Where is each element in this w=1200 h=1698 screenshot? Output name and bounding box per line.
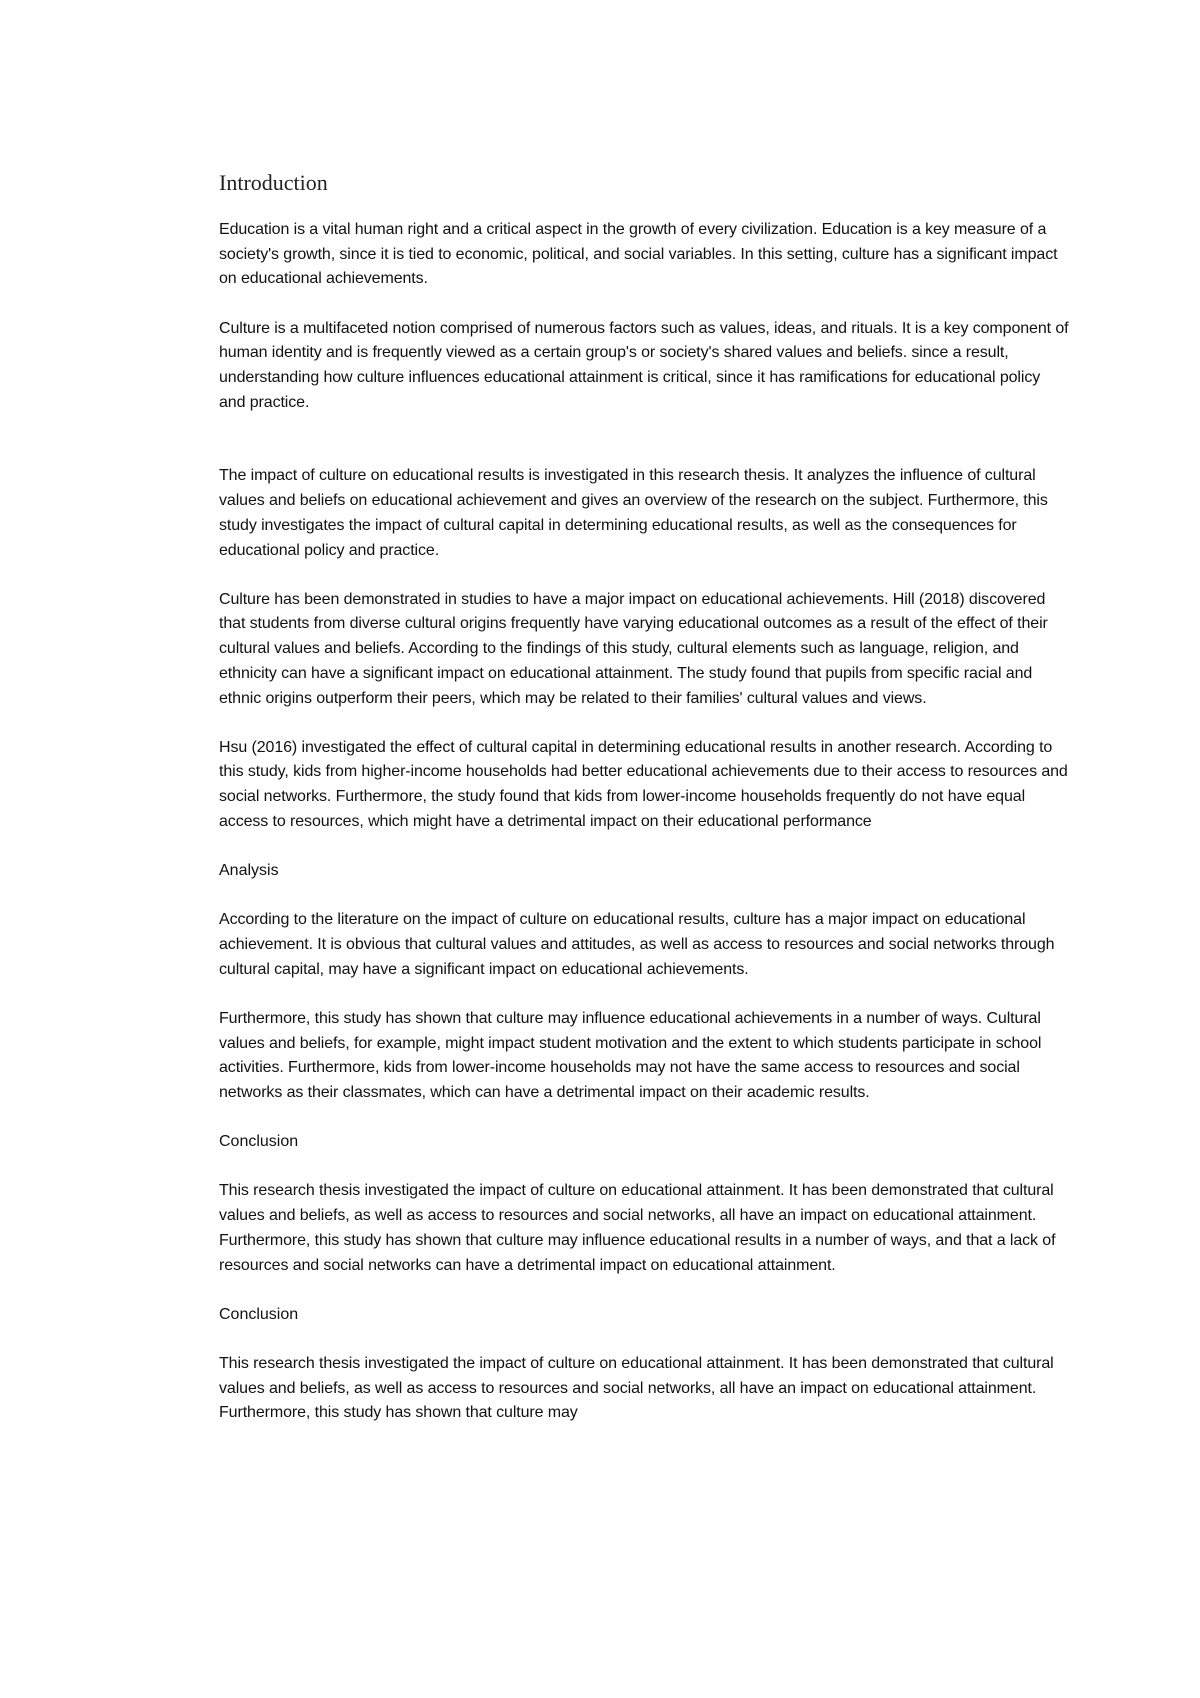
analysis-heading: Analysis [219,862,279,880]
conclusion-heading-2: Conclusion [219,1305,299,1323]
document-body [219,168,1069,1451]
page-title: Introduction [219,170,328,195]
intro-paragraph-1: Education is a vital human right and a critical aspect in the growth of every civilization. Education is a key measure of a society's growth, since it is tied to economic, political, and social variables. In this setting, culture has a significant impact on educational achievements. [219,221,1058,288]
intro-paragraph-3: The impact of culture on educational results is investigated in this research thesis. It analyzes the influence of cultural values and beliefs on educational achievement and gives an overview of the research on the subject. Furthermore, this study investigates the impact of cultural capital in determining educational results, as well as the consequences for educational policy and practice. [219,467,1048,559]
conclusion-paragraph-2: This research thesis investigated the impact of culture on educational attainment. It has been demonstrated that cultural values and beliefs, as well as access to resources and social networks, all have an impact on educational attainment. Furthermore, this study has shown that culture may [219,1354,1054,1422]
analysis-paragraph-1: According to the literature on the impact of culture on educational results, culture has a major impact on educational achievement. It is obvious that cultural values and attitudes, as well as access to resources and social networks through cultural capital, may have a significant impact on educational achievements. [219,911,1055,978]
conclusion-paragraph-1: This research thesis investigated the impact of culture on educational attainment. It has been demonstrated that cultural values and beliefs, as well as access to resources and social networks, all have an impact on educational attainment. Furthermore, this study has shown that culture may influence educational results in a number of ways, and that a lack of resources and social networks can have a detrimental impact on educational attainment. [219,1182,1056,1274]
intro-paragraph-4: Culture has been demonstrated in studies to have a major impact on educational achievements. Hill (2018) discovered that students from diverse cultural origins frequently have varying educational outcomes as a result of the effect of their cultural values and beliefs. According to the findings of this study, cultural elements such as language, religion, and ethnicity can have a significant impact on educational attainment. The study found that pupils from specific racial and ethnic origins outperform their peers, which may be related to their families' cultural values and views. [219,590,1048,707]
conclusion-heading-1: Conclusion [219,1133,299,1151]
analysis-paragraph-2: Furthermore, this study has shown that culture may influence educational achievements in a number of ways. Cultural values and beliefs, for example, might impact student motivation and the extent to which students participate in school activities. Furthermore, kids from lower-income households may not have the same access to resources and social networks as their classmates, which can have a detrimental impact on their academic results. [219,1009,1042,1101]
intro-paragraph-2: Culture is a multifaceted notion comprised of numerous factors such as values, ideas, and rituals. It is a key component of human identity and is frequently viewed as a certain group's or society's shared values and beliefs. since a result, understanding how culture influences educational attainment is critical, since it has ramifications for educational policy and practice. [219,319,1069,411]
intro-paragraph-5: Hsu (2016) investigated the effect of cultural capital in determining educational results in another research. According to this study, kids from higher-income households had better educational achievements due to their access to resources and social networks. Furthermore, the study found that kids from lower-income households frequently do not have equal access to resources, which might have a detrimental impact on their educational performance [219,738,1068,830]
